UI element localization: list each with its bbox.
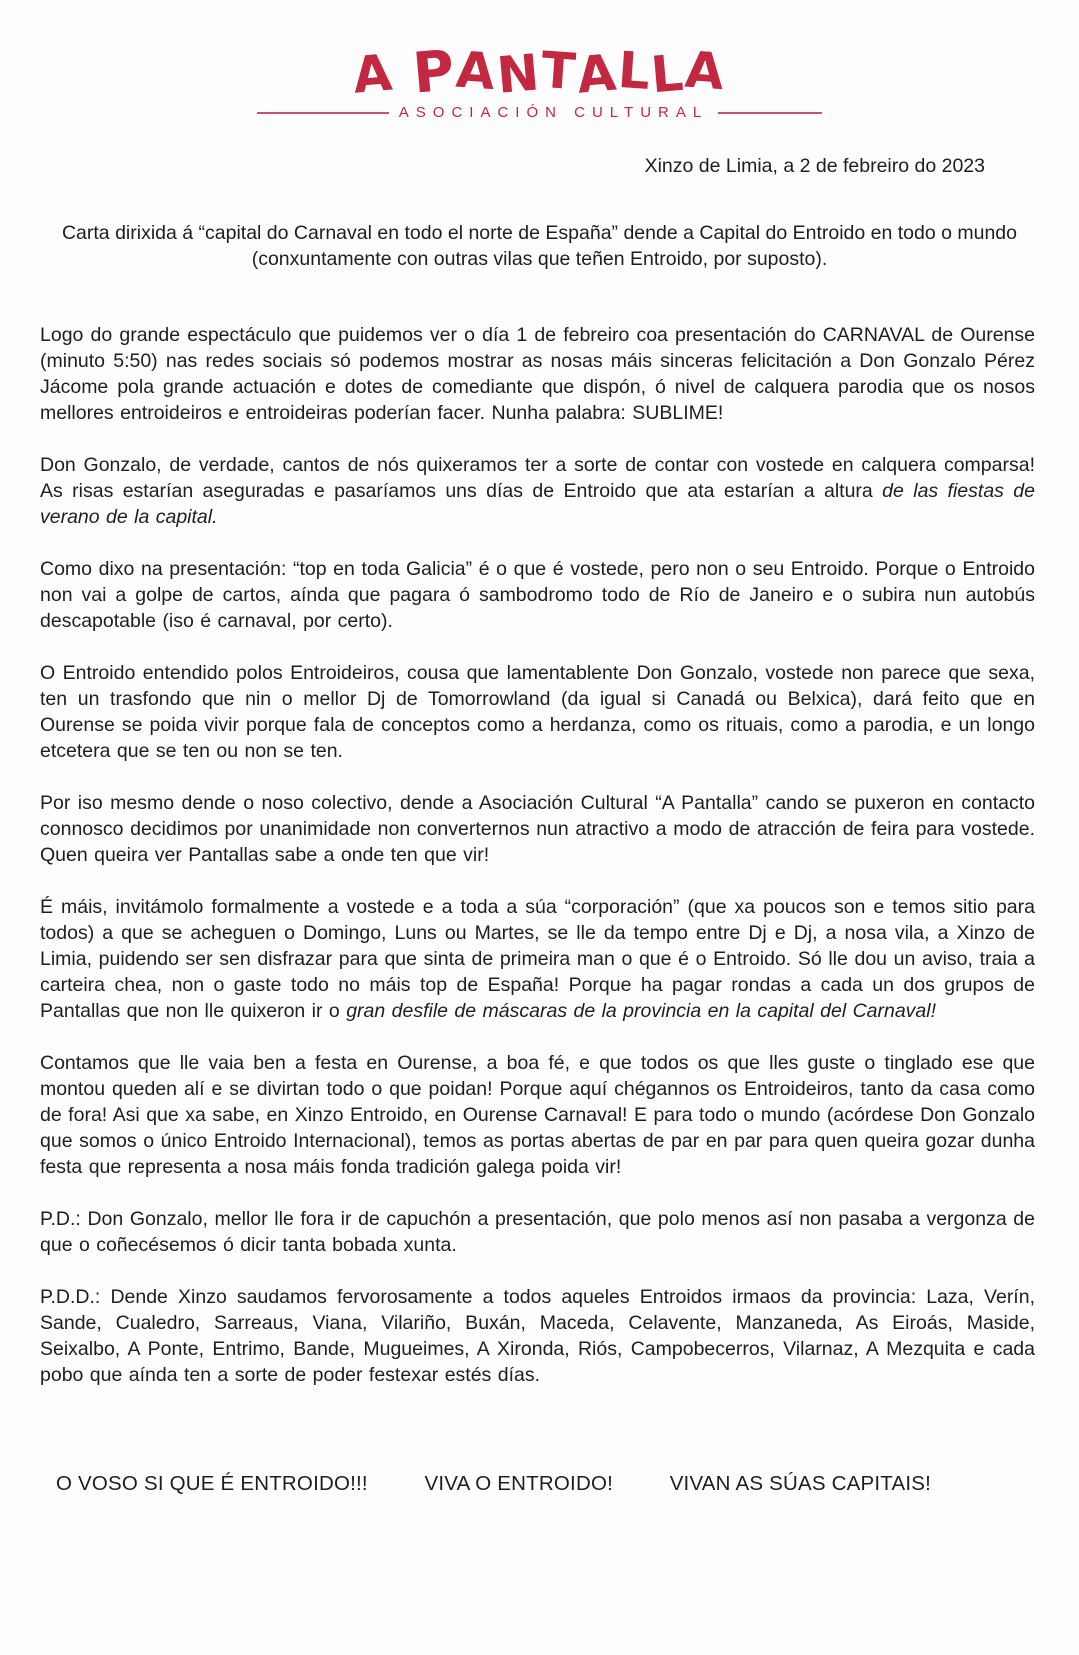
paragraph-6 — [40, 894, 1035, 1024]
paragraph-2 — [40, 452, 1035, 530]
dateline: Xinzo de Limia, a 2 de febreiro do 2023 — [644, 155, 985, 177]
logo-rule-right — [718, 112, 822, 114]
paragraph-5 — [40, 790, 1035, 868]
slogan-capitais: VIVAN AS SÚAS CAPITAIS! — [669, 1472, 931, 1495]
paragraph-7 — [40, 1050, 1035, 1180]
logo-subtitle: ASOCIACIÓN CULTURAL — [398, 104, 709, 121]
logo-rule-left — [257, 112, 389, 114]
logo-subtitle-row — [0, 104, 1079, 121]
slogan-entroido: O VOSO SI QUE É ENTROIDO!!! — [56, 1472, 368, 1495]
paragraph-1 — [40, 322, 1035, 426]
paragraph-9-postdata-2 — [40, 1284, 1035, 1388]
paragraph-4 — [40, 660, 1035, 764]
paragraph-7-segment-1: Contamos que lle vaia ben a festa en Ourense, a boa fé, e que todos os que lles guste o tinglado ese que montou queden alí e se divirtan todo o que poidan! Porque aquí chégannos os Entroideiros, tanto da casa como de fora! Asi que xa sabe, en Xinzo Entroido, en Ourense Carnaval! E para todo o mundo (acórdese Don Gonzalo que somos o único Entroido Internacional), temos as portas abertas de par en par para quen queira gozar dunha festa que representa a nosa máis fonda tradición galega poida vir! — [40, 1052, 1035, 1178]
brand-wordmark: A PANTALLA — [350, 38, 729, 107]
paragraph-5-segment-1: Por iso mesmo dende o noso colectivo, dende a Asociación Cultural “A Pantalla” cando se puxeron en contacto connosco decidimos por unanimidade non converternos nun atractivo a modo de atracción de feira para vostede. Quen queira ver Pantallas sabe a onde ten que vir! — [40, 792, 1035, 866]
paragraph-4-segment-1: O Entroido entendido polos Entroideiros, cousa que lamentablente Don Gonzalo, vostede non parece que sexa, ten un trasfondo que nin o mellor Dj de Tomorrowland (da igual si Canadá ou Belxica), dará feito que en Ourense se poida vivir porque fala de conceptos como a herdanza, como os rituais, como a parodia, e un longo etcetera que se ten ou non se ten. — [40, 662, 1035, 762]
paragraph-2-segment-2-italic: de las fiestas de verano de la capital. — [40, 480, 1035, 528]
closing-slogans — [0, 1414, 1079, 1496]
paragraph-8-segment-1: P.D.: Don Gonzalo, mellor lle fora ir de capuchón a presentación, que polo menos así non pasaba a vergonza de que o coñecésemos ó dicir tanta bobada xunta. — [40, 1208, 1035, 1256]
paragraph-8-postdata — [40, 1206, 1035, 1258]
paragraph-6-segment-1: É máis, invitámolo formalmente a vostede e a toda a súa “corporación” (que xa poucos son e temos sitio para todos) a que se acheguen o Domingo, Luns ou Martes, se lle da tempo entre Dj e Dj, a nosa vila, a Xinzo de Limia, puidendo ser sen disfrazar para que sinta de primeira man o que é o Entroido. Só lle dou un aviso, traia a carteira chea, non o gaste todo no máis top de España! Porque ha pagar rondas a cada un dos grupos de Pantallas que non lle quixeron ir o — [40, 896, 1035, 1022]
slogan-viva-entroido: VIVA O ENTROIDO! — [424, 1472, 613, 1495]
paragraph-3-segment-1: Como dixo na presentación: “top en toda Galicia” é o que é vostede, pero non o seu Entroido. Porque o Entroido non vai a golpe de cartos, aínda que pagara ó sambodromo todo de Río de Janeiro e o subira nun autobús descapotable (iso é carnaval, por certo). — [40, 558, 1035, 632]
letter-heading: Carta dirixida á “capital do Carnaval en todo el norte de España” dende a Capital do Entroido en todo o mundo (conxuntamente con outras vilas que teñen Entroido, por suposto). — [61, 222, 1018, 270]
paragraph-1-segment-1: Logo do grande espectáculo que puidemos ver o día 1 de febreiro coa presentación do CARNAVAL de Ourense (minuto 5:50) nas redes sociais só podemos mostrar as nosas máis sinceras felicitación a Don Gonzalo Pérez Jácome pola grande actuación e dotes de comediante que dispón, ó nivel de calquera parodia que os nosos mellores entroideiros e entroideiras poderían facer. Nunha palabra: SUBLIME! — [40, 324, 1035, 424]
logo — [0, 0, 1079, 121]
paragraph-9-segment-1: P.D.D.: Dende Xinzo saudamos fervorosamente a todos aqueles Entroidos irmaos da provincia: Laza, Verín, Sande, Cualedro, Sarreaus, Viana, Vilariño, Buxán, Maceda, Celavente, Manzaneda, As Eiroás, Maside, Seixalbo, A Ponte, Entrimo, Bande, Mugueimes, A Xironda, Riós, Campobecerros, Vilarnaz, A Mezquita e cada pobo que aínda ten a sorte de poder festexar estés días. — [40, 1286, 1035, 1386]
letter-body — [0, 272, 1079, 1388]
paragraph-6-segment-2-italic: gran desfile de máscaras de la provincia en la capital del Carnaval! — [346, 1000, 937, 1022]
paragraph-3 — [40, 556, 1035, 634]
paragraph-2-segment-1: Don Gonzalo, de verdade, cantos de nós quixeramos ter a sorte de contar con vostede en calquera comparsa! As risas estarían aseguradas e pasaríamos uns días de Entroido que ata estarían a altura — [40, 454, 1035, 502]
